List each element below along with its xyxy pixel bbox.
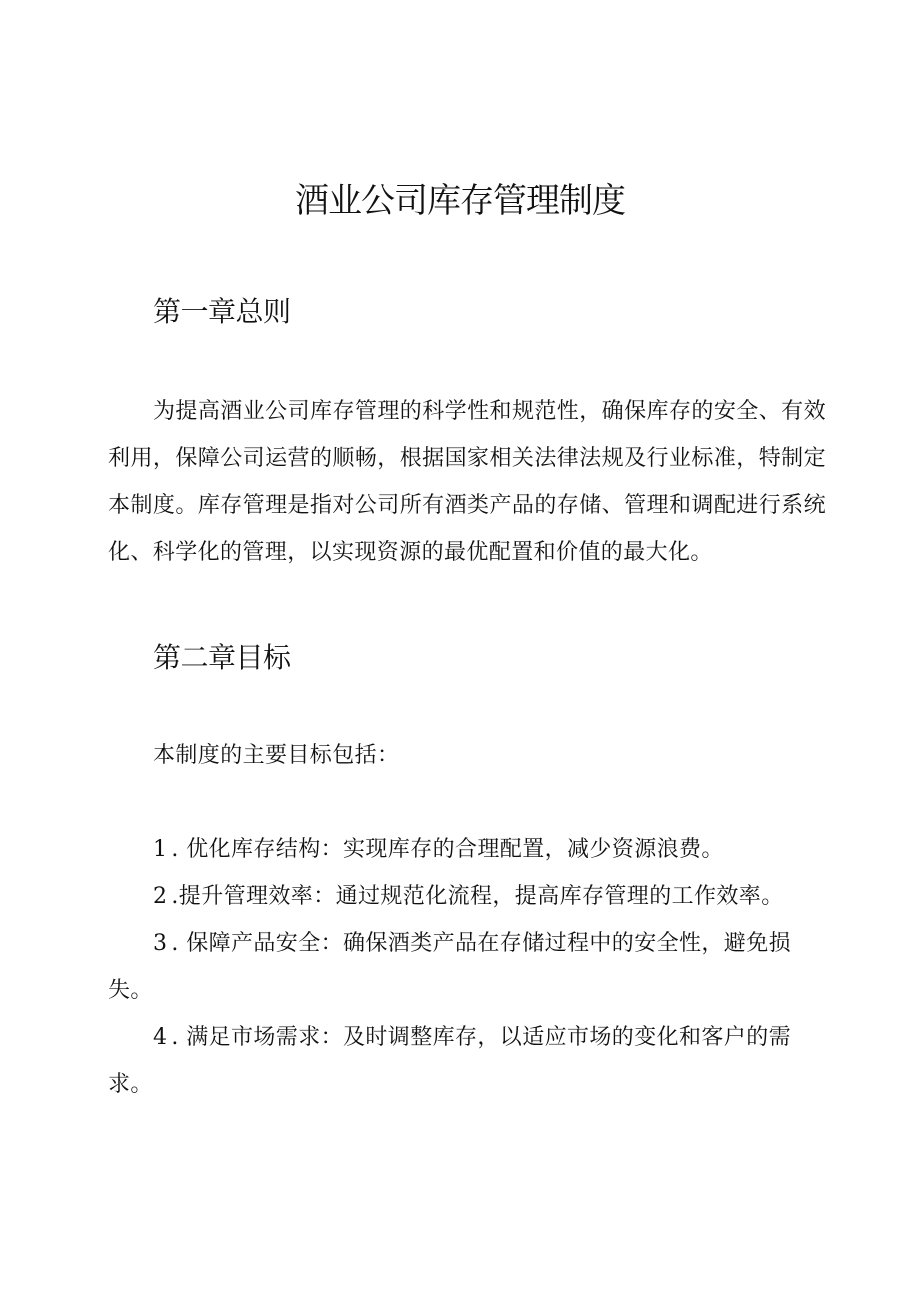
goals-list bbox=[108, 826, 808, 1108]
document-title: 酒业公司库存管理制度 bbox=[295, 181, 625, 221]
list-item-text: . 优化库存结构：实现库存的合理配置，减少资源浪费。 bbox=[171, 837, 724, 862]
list-item bbox=[108, 1014, 808, 1108]
list-item-number: 2 bbox=[153, 884, 168, 909]
list-item bbox=[108, 920, 808, 1014]
chapter-2-intro: 本制度的主要目标包括： bbox=[153, 743, 400, 768]
list-item bbox=[108, 826, 808, 873]
list-item-text: . 保障产品安全：确保酒类产品在存储过程中的安全性，避免损失。 bbox=[108, 931, 791, 1003]
list-item-number: 3 bbox=[153, 931, 168, 956]
list-item bbox=[108, 873, 808, 920]
list-item-text: . 满足市场需求：及时调整库存，以适应市场的变化和客户的需求。 bbox=[108, 1025, 791, 1097]
list-item-text: .提升管理效率：通过规范化流程，提高库存管理的工作效率。 bbox=[171, 884, 784, 909]
list-item-number: 1 bbox=[153, 837, 168, 862]
chapter-2-heading: 第二章目标 bbox=[153, 641, 291, 674]
chapter-1-heading: 第一章总则 bbox=[153, 295, 291, 328]
list-item-number: 4 bbox=[153, 1025, 168, 1050]
chapter-1-paragraph: 为提高酒业公司库存管理的科学性和规范性，确保库存的安全、有效利用，保障公司运营的顺畅，根据国家相关法律法规及行业标准，特制定本制度。库存管理是指对公司所有酒类产品的存储、管理和调配进行系统化、科学化的管理，以实现资源的最优配置和价值的最大化。 bbox=[108, 399, 826, 565]
